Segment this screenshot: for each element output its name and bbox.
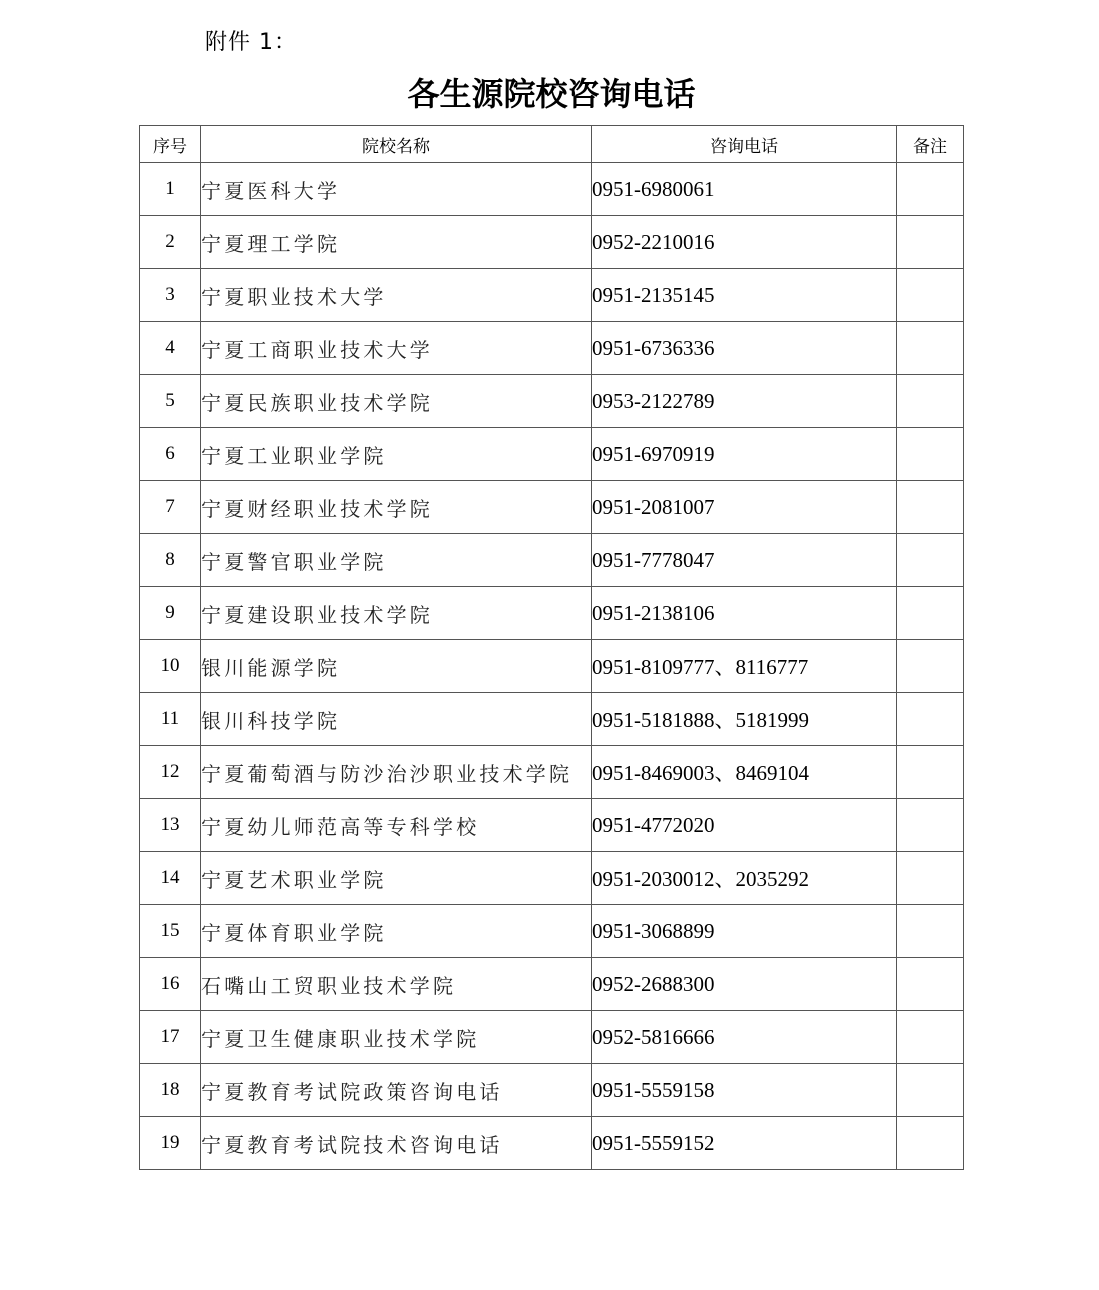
remark-cell	[897, 375, 964, 428]
phone-number: 0951-3068899	[592, 905, 897, 958]
table-row	[140, 852, 964, 905]
row-number: 17	[140, 1011, 201, 1064]
phone-number: 0951-6736336	[592, 322, 897, 375]
remark-cell	[897, 958, 964, 1011]
table-row	[140, 905, 964, 958]
school-name: 宁夏医科大学	[201, 163, 592, 216]
row-number: 18	[140, 1064, 201, 1117]
remark-cell	[897, 799, 964, 852]
consultation-phone-table	[139, 125, 964, 1170]
row-number: 4	[140, 322, 201, 375]
table-row	[140, 693, 964, 746]
table-row	[140, 375, 964, 428]
remark-cell	[897, 640, 964, 693]
table-row	[140, 163, 964, 216]
school-name: 银川能源学院	[201, 640, 592, 693]
school-name: 宁夏工商职业技术大学	[201, 322, 592, 375]
row-number: 10	[140, 640, 201, 693]
remark-cell	[897, 216, 964, 269]
phone-number: 0951-5181888、5181999	[592, 693, 897, 746]
phone-number: 0951-7778047	[592, 534, 897, 587]
table-row	[140, 587, 964, 640]
school-name: 宁夏幼儿师范高等专科学校	[201, 799, 592, 852]
remark-cell	[897, 746, 964, 799]
row-number: 19	[140, 1117, 201, 1170]
school-name: 宁夏卫生健康职业技术学院	[201, 1011, 592, 1064]
phone-number: 0951-2030012、2035292	[592, 852, 897, 905]
table-row	[140, 534, 964, 587]
attachment-label: 附件 1：	[205, 30, 297, 55]
phone-number: 0953-2122789	[592, 375, 897, 428]
header-no: 序号	[140, 126, 201, 163]
remark-cell	[897, 534, 964, 587]
table-row	[140, 799, 964, 852]
row-number: 13	[140, 799, 201, 852]
school-name: 石嘴山工贸职业技术学院	[201, 958, 592, 1011]
row-number: 14	[140, 852, 201, 905]
phone-number: 0951-6970919	[592, 428, 897, 481]
phone-number: 0951-6980061	[592, 163, 897, 216]
row-number: 6	[140, 428, 201, 481]
row-number: 9	[140, 587, 201, 640]
remark-cell	[897, 269, 964, 322]
table-header-row	[140, 126, 964, 163]
table-row	[140, 1064, 964, 1117]
school-name: 宁夏教育考试院政策咨询电话	[201, 1064, 592, 1117]
table-row	[140, 481, 964, 534]
table-row	[140, 322, 964, 375]
school-name: 宁夏职业技术大学	[201, 269, 592, 322]
header-school-name: 院校名称	[201, 126, 592, 163]
phone-number: 0951-5559152	[592, 1117, 897, 1170]
table-row	[140, 1011, 964, 1064]
remark-cell	[897, 163, 964, 216]
phone-number: 0951-8469003、8469104	[592, 746, 897, 799]
row-number: 5	[140, 375, 201, 428]
phone-number: 0952-2688300	[592, 958, 897, 1011]
row-number: 1	[140, 163, 201, 216]
table-row	[140, 1117, 964, 1170]
school-name: 宁夏工业职业学院	[201, 428, 592, 481]
remark-cell	[897, 1011, 964, 1064]
header-remark: 备注	[897, 126, 964, 163]
phone-number: 0952-5816666	[592, 1011, 897, 1064]
remark-cell	[897, 428, 964, 481]
header-phone: 咨询电话	[592, 126, 897, 163]
row-number: 11	[140, 693, 201, 746]
row-number: 7	[140, 481, 201, 534]
phone-number: 0951-2081007	[592, 481, 897, 534]
phone-number: 0952-2210016	[592, 216, 897, 269]
row-number: 3	[140, 269, 201, 322]
table-row	[140, 428, 964, 481]
phone-number: 0951-2138106	[592, 587, 897, 640]
row-number: 2	[140, 216, 201, 269]
row-number: 8	[140, 534, 201, 587]
table-row	[140, 746, 964, 799]
table-body	[140, 163, 964, 1170]
table-row	[140, 269, 964, 322]
row-number: 16	[140, 958, 201, 1011]
phone-number: 0951-2135145	[592, 269, 897, 322]
remark-cell	[897, 1117, 964, 1170]
school-name: 银川科技学院	[201, 693, 592, 746]
school-name: 宁夏建设职业技术学院	[201, 587, 592, 640]
remark-cell	[897, 1064, 964, 1117]
phone-number: 0951-5559158	[592, 1064, 897, 1117]
remark-cell	[897, 905, 964, 958]
row-number: 15	[140, 905, 201, 958]
remark-cell	[897, 852, 964, 905]
school-name: 宁夏财经职业技术学院	[201, 481, 592, 534]
school-name: 宁夏警官职业学院	[201, 534, 592, 587]
school-name: 宁夏教育考试院技术咨询电话	[201, 1117, 592, 1170]
remark-cell	[897, 693, 964, 746]
table-row	[140, 958, 964, 1011]
school-name: 宁夏理工学院	[201, 216, 592, 269]
school-name: 宁夏葡萄酒与防沙治沙职业技术学院	[201, 746, 592, 799]
row-number: 12	[140, 746, 201, 799]
school-name: 宁夏民族职业技术学院	[201, 375, 592, 428]
remark-cell	[897, 587, 964, 640]
remark-cell	[897, 322, 964, 375]
document-title: 各生源院校咨询电话	[407, 75, 696, 113]
table-row	[140, 640, 964, 693]
table-row	[140, 216, 964, 269]
phone-number: 0951-8109777、8116777	[592, 640, 897, 693]
remark-cell	[897, 481, 964, 534]
school-name: 宁夏体育职业学院	[201, 905, 592, 958]
phone-number: 0951-4772020	[592, 799, 897, 852]
school-name: 宁夏艺术职业学院	[201, 852, 592, 905]
